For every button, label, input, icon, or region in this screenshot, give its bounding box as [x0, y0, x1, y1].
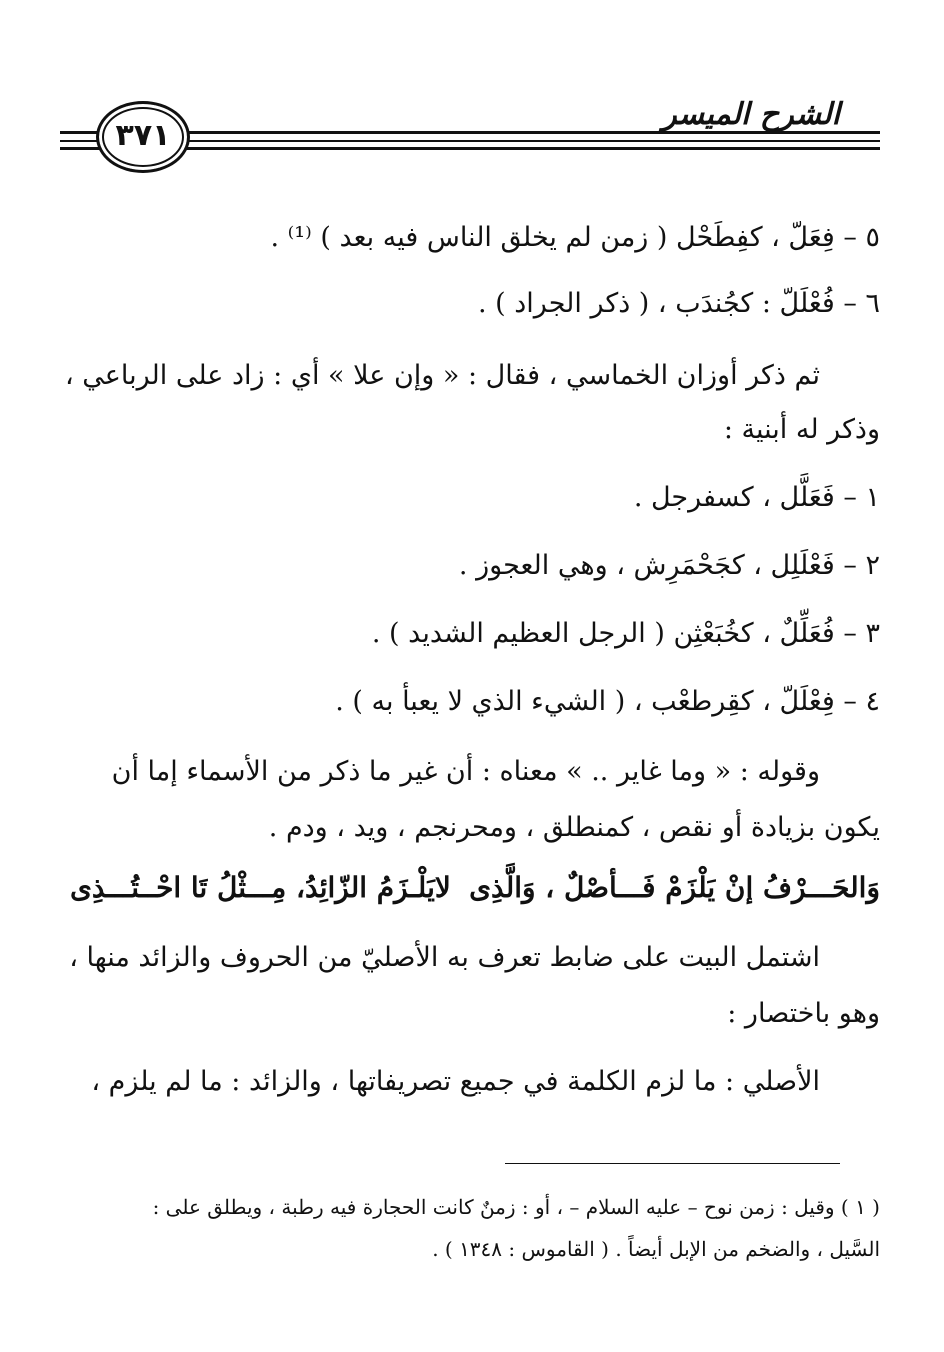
- header-rule: [180, 140, 880, 142]
- header-rule: [60, 147, 100, 150]
- text-line: يكون بزيادة أو نقص ، كمنطلق ، ومحرنجم ، ويد ، ودم .: [268, 812, 880, 843]
- page-number: ٣٧١: [115, 118, 171, 153]
- text-line: وذكر له أبنية :: [723, 414, 880, 445]
- verse-hemistich: لايَلْـزَمُ الزّائِدُ، مِـــثْلُ تَا احْــتُـــذِى: [70, 871, 451, 904]
- footnote-line: ( ١ ) وقيل : زمن نوح – عليه السلام – ، أو : زمنٌ كانت الحجارة فيه رطبة ، ويطلق على :: [152, 1195, 880, 1219]
- verse-hemistich: وَالحَـــرْفُ إنْ يَلْزَمْ فَـــأصْلٌ ، وَالَّذِى: [469, 871, 880, 904]
- header-rule: [180, 131, 880, 134]
- text-line: ١ – فَعَلَّل ، كسفرجل .: [633, 482, 880, 513]
- text-line: وهو باختصار :: [727, 998, 880, 1029]
- running-title: الشرح الميسر: [662, 97, 840, 132]
- text-line: اشتمل البيت على ضابط تعرف به الأصليّ من الحروف والزائد منها ،: [69, 942, 820, 973]
- text-line: ٢ – فَعْلَلِل ، كجَحْمَرِش ، وهي العجوز .: [458, 550, 880, 581]
- text-line: الأصلي : ما لزم الكلمة في جميع تصريفاتها ، والزائد : ما لم يلزم ،: [91, 1066, 820, 1097]
- footnote-line: السَّيل ، والضخم من الإبل أيضاً . ( القاموس : ١٣٤٨ ) .: [432, 1237, 880, 1261]
- page-header: [60, 95, 880, 185]
- page-number-oval: [96, 101, 190, 173]
- text-line: ثم ذكر أوزان الخماسي ، فقال : « وإن علا » أي : زاد على الرباعي ،: [65, 360, 820, 391]
- text-line: وقوله : « وما غاير .. » معناه : أن غير ما ذكر من الأسماء إما أن: [111, 756, 820, 787]
- text-line: ٥ – فِعَلّ ، كفِطَحْل ( زمن لم يخلق الناس فيه بعد ) ⁽¹⁾ .: [270, 222, 880, 253]
- text-line: ٣ – فُعَلِّلٌ ، كخُبَعْثِن ( الرجل العظيم الشديد ) .: [371, 618, 880, 649]
- header-rule: [60, 140, 100, 142]
- header-rule: [60, 131, 100, 134]
- header-rule: [180, 147, 880, 150]
- text-line: ٦ – فُعْلَلّ : كجُندَب ، ( ذكر الجراد ) .: [478, 288, 880, 319]
- text-line: ٤ – فِعْلَلّ ، كقِرطعْب ، ( الشيء الذي لا يعبأ به ) .: [335, 686, 880, 717]
- footnote-separator: [505, 1163, 840, 1164]
